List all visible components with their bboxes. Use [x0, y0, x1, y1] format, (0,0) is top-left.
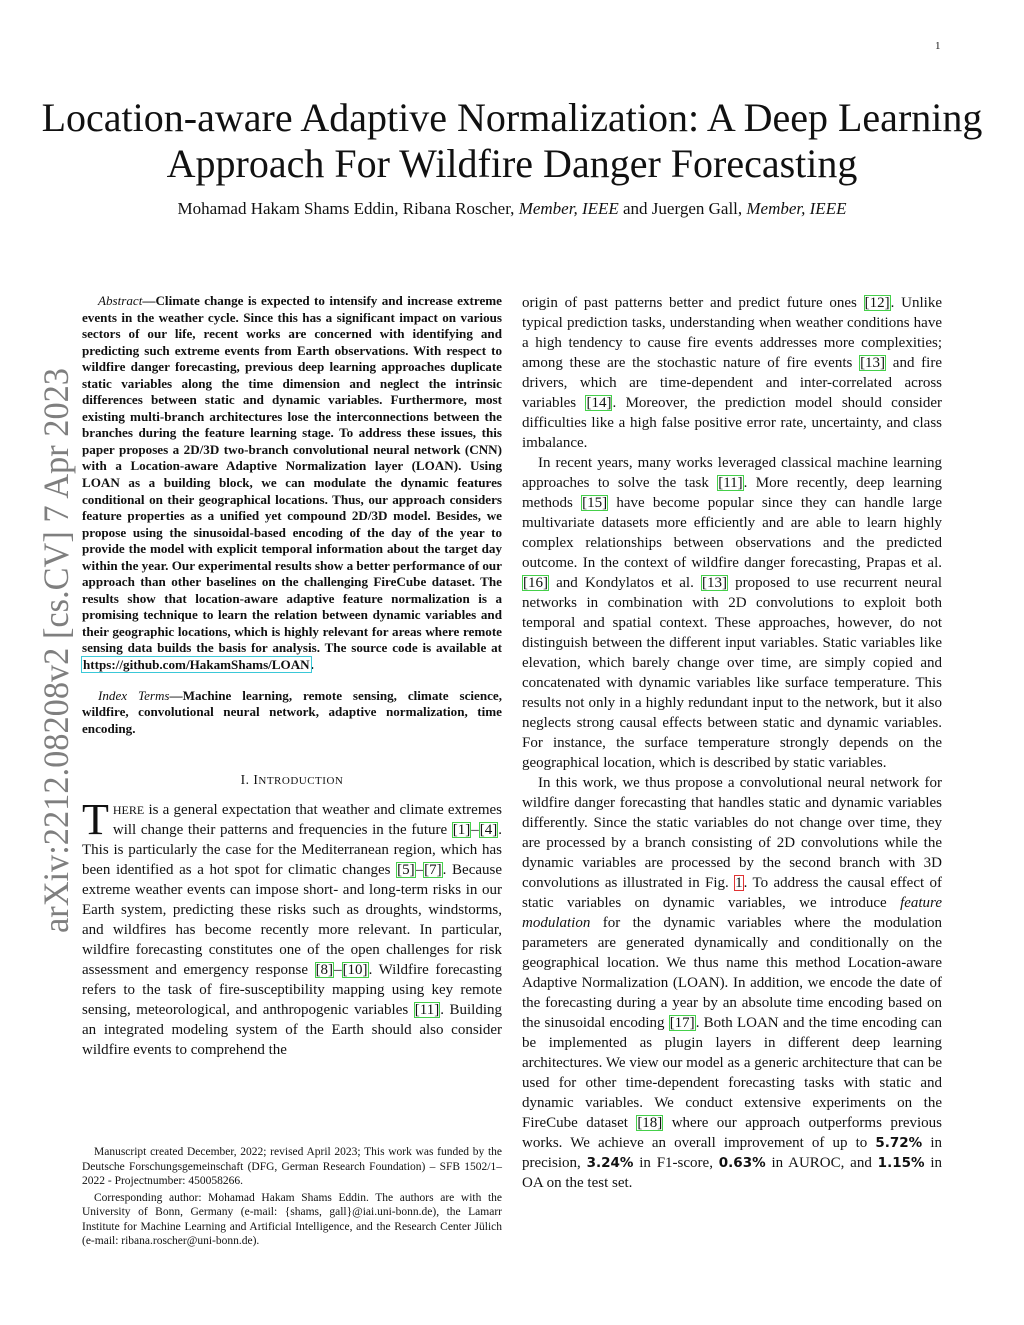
right-paragraph-2 [522, 453, 942, 773]
dash: – [415, 862, 424, 879]
section-title-rest: NTRODUCTION [258, 775, 344, 788]
abstract-label: Abstract [98, 293, 143, 308]
intro-smallcaps: HERE [112, 803, 145, 818]
right-paragraph-1 [522, 293, 942, 453]
citation-link[interactable]: [13] [701, 575, 727, 591]
right-paragraph-3 [522, 773, 942, 1193]
emphasis-text: feature modulation [522, 895, 942, 931]
body-text: in AUROC, and [765, 1155, 878, 1171]
citation-link[interactable]: [10] [342, 962, 368, 979]
source-code-link[interactable]: https://github.com/HakamShams/LOAN [83, 657, 310, 673]
abstract-text: —Climate change is expected to intensify and increase extreme events in the weather cycle. Since this has a significant impact on various sectors of our life, recent works are concerned with identifying and predicting such extreme events from Earth observations. With respect to wildfire danger forecasting, previous deep learning approaches duplicate static variables along the time dimension and neglect the intrinsic differences between static and dynamic variables. Furthermore, most existing multi-branch architectures lose the interconnections between the branches during the feature learning stage. To address these issues, this paper proposes a 2D/3D two-branch convolutional neural network (CNN) with a Location-aware Adaptive Normalization layer (LOAN). Using LOAN as a building block, we can modulate the dynamic features conditional on their geographical locations. Thus, our approach considers feature properties as a unified yet compound 2D/3D model. Besides, we propose using the sinusoidal-based encoding of the day of the year to provide the model with explicit temporal information about the target day within the year. Our experimental results show a better performance of our approach than other baselines on the challenging FireCube dataset. The results show that location-aware adaptive feature normalization is a promising technique to learn the relation between dynamic variables and their geographic locations, which is highly relevant for areas where remote sensing data builds the basis for analysis. The source code is available at [82, 293, 502, 656]
body-text: . To address the causal effect of static variables on dynamic variables, we introduce [522, 875, 942, 911]
body-text: in precision, [522, 1135, 942, 1171]
citation-link[interactable]: [14] [586, 395, 612, 411]
abstract [82, 293, 502, 674]
citation-link[interactable]: [11] [414, 1002, 440, 1019]
body-text: proposed to use recurrent neural networks in combination with 2D convolutions to exploit both temporal and spatial context. These approaches, however, do not distinguish between the different input variables. Static variables like elevation, which barely change over time, are simply copied and concatenated with dynamic variables like surface temperature. This results not only in a highly redundant input to the network, but it also neglects strong causal effects between static and dynamic variables. For instance, the surface temperature strongly depends on the geographical location, which is described by static variables. [522, 575, 942, 771]
body-text: In this work, we thus propose a convolutional neural network for wildfire danger forecasting that handles static and dynamic variables differently. Since the static variables do not change over time, they are processed by a branch consisting of 2D convolutions while the dynamic variables are processed by the second branch with 3D convolutions as illustrated in Fig. [522, 775, 942, 891]
body-text: . Unlike typical prediction tasks, understanding when weather conditions have a high tendency to cause fire events addresses more complexities; among these are the stochastic nature of fire events [522, 295, 943, 371]
left-column [82, 293, 502, 1060]
citation-link[interactable]: [8] [315, 962, 334, 979]
author-membership-1: Member, IEEE [518, 199, 619, 218]
intro-paragraph [82, 795, 503, 1060]
body-text: have become popular since they can handle large multivariate datasets more efficiently and are able to learn highly complex relationships between observations and the predicted outcome. In the context of wildfire danger forecasting, Prapas et al. [522, 495, 942, 571]
section-heading [82, 772, 502, 788]
citation-link[interactable]: [18] [637, 1115, 663, 1131]
body-text: for the dynamic variables where the modulation parameters are generated dynamically and conditionally on the geographical location. We thus name this method Location-aware Adaptive Normalization (LOAN). In addition, we encode the date of the forecasting during a year by an absolute time encoding based on the sinusoidal encoding [522, 915, 942, 1031]
section-initial: I [253, 772, 259, 788]
body-text: In recent years, many works leveraged classical machine learning approaches to solve the task [522, 455, 942, 491]
intro-text: . This is particularly the case for the Mediterranean region, which has been identified as a hot spot for climatic changes [82, 822, 502, 879]
section-numeral: I. [240, 772, 254, 788]
citation-link[interactable]: [7] [424, 862, 442, 879]
f1-value: 3.24% [586, 1155, 634, 1171]
dash: – [471, 822, 479, 839]
body-text: . Moreover, the prediction model should consider difficulties like a high false positive error rate, uncertainty, and class imbalance. [522, 395, 943, 451]
citation-link[interactable]: [15] [582, 495, 608, 511]
citation-link[interactable]: [12] [864, 295, 890, 311]
arxiv-id: arXiv:2212.08208v2 [cs.CV] 7 Apr 2023 [36, 365, 76, 933]
intro-text: is a general expectation that weather and climate extremes will change their patterns and frequencies in the future [112, 802, 502, 839]
intro-text: . Because extreme weather events can impose short- and long-term risks in our Earth system, predicting these risks such as droughts, windstorms, and wildfires has become recently more relevant. In particular, wildfire forecasting constitutes one of the open challenges for risk assessment and emergency response [82, 862, 503, 979]
auroc-value: 0.63% [718, 1155, 766, 1171]
author-membership-2: Member, IEEE [746, 199, 847, 218]
page-number: 1 [935, 40, 941, 52]
abstract-end: . [310, 657, 314, 673]
body-text: in F1-score, [633, 1155, 719, 1171]
precision-value: 5.72% [875, 1135, 923, 1151]
citation-link[interactable]: [5] [397, 862, 415, 879]
right-column [522, 293, 942, 1193]
body-text: origin of past patterns better and predict future ones [522, 295, 864, 311]
body-text: and fire drivers, which are time-dependent and inter-correlated across variables [522, 355, 942, 411]
citation-link[interactable]: [11] [718, 475, 743, 491]
citation-link[interactable]: [13] [860, 355, 886, 371]
footnote-corresponding: Corresponding author: Mohamad Hakam Shams Eddin. The authors are with the University of Bonn, Germany (e-mail: {shams, gall}@iai.uni-bonn.de), the Lamarr Institute for Machine Learning and Artificial Intelligence, and the Research Center Jülich (e-mail: ribana.roscher@uni-bonn.de). [82, 1191, 502, 1247]
body-text: in OA on the test set. [522, 1155, 943, 1191]
index-terms-label: Index Terms [98, 687, 170, 703]
footnotes [82, 1145, 502, 1251]
index-terms [82, 688, 502, 738]
drop-cap: T [82, 795, 109, 845]
body-text: . More recently, deep learning methods [522, 475, 943, 511]
citation-link[interactable]: [4] [479, 822, 498, 839]
dash: – [334, 962, 342, 979]
author-names-1: Mohamad Hakam Shams Eddin, Ribana Roscher, [177, 199, 519, 218]
intro-text: . Building an integrated modeling system of the Earth should also consider wildfire events to comprehend the [82, 1002, 502, 1059]
author-line [40, 199, 984, 219]
intro-text: . Wildfire forecasting refers to the task of fire-susceptibility mapping using key remote sensing, meteorological, and anthropogenic variables [82, 962, 502, 1019]
paper-title: Location-aware Adaptive Normalization: A Deep Learning Approach For Wildfire Danger Forecasting [41, 95, 983, 186]
citation-link[interactable]: [17] [669, 1015, 695, 1031]
body-text: and Kondylatos et al. [549, 575, 701, 591]
body-text: where our approach outperforms previous works. We achieve an overall improvement of up to [522, 1115, 942, 1151]
citation-link[interactable]: [1] [452, 822, 471, 839]
oa-value: 1.15% [877, 1155, 925, 1171]
arxiv-stamp[interactable] [20, 365, 80, 935]
body-text: . Both LOAN and the time encoding can be implemented as plugin layers in different deep learning architectures. We view our model as a generic architecture that can be used for other time-dependent forecasting tasks with static and dynamic variables. We conduct extensive experiments on the FireCube dataset [522, 1015, 942, 1131]
author-names-2: and Juergen Gall, [618, 199, 747, 218]
figure-link[interactable]: 1 [735, 875, 743, 891]
index-terms-text: —Machine learning, remote sensing, climate science, wildfire, convolutional neural network, adaptive normalization, time encoding. [82, 687, 503, 736]
citation-link[interactable]: [16] [523, 575, 548, 591]
footnote-manuscript: Manuscript created December, 2022; revised April 2023; This work was funded by the Deutsche Forschungsgemeinschaft (DFG, German Research Foundation) – SFB 1502/1–2022 - Projectnumber: 450058266. [82, 1146, 502, 1187]
